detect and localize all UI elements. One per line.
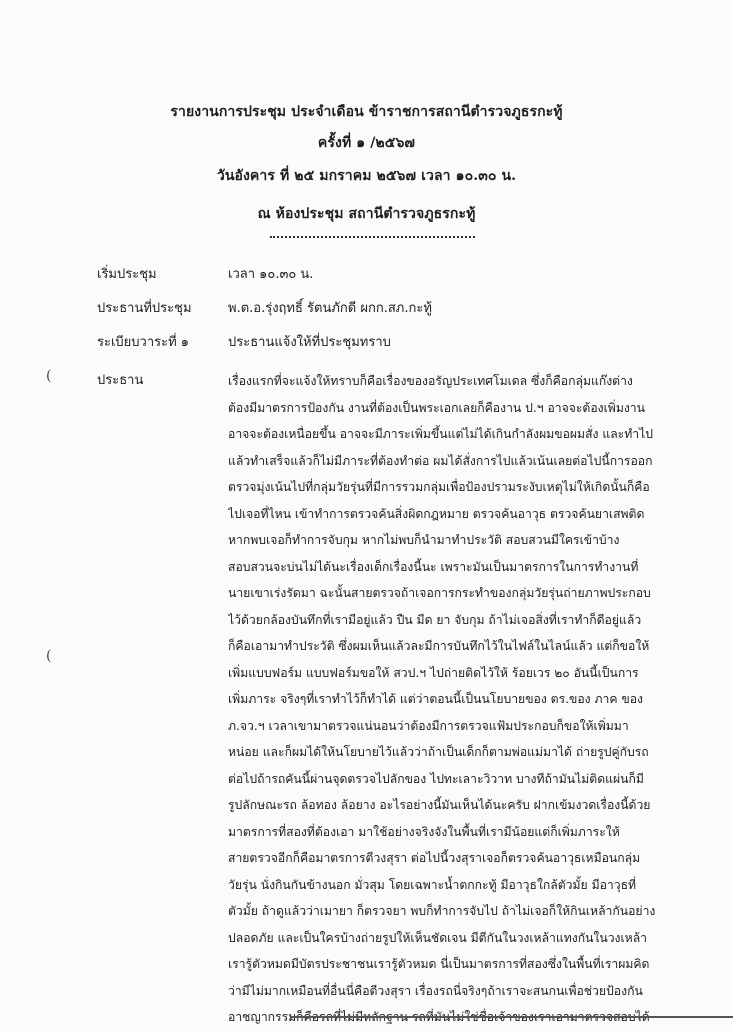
agenda-line: หากพบเจอก็ทำการจับกุม หากไม่พบก็นำมาทำประวัติ สอบสวนมีใครเข้าบ้าง — [228, 533, 620, 547]
dotted-divider — [270, 236, 475, 238]
punch-hole-mark: ( — [46, 368, 52, 384]
agenda-line: ว่ามีไม่มากเหมือนที่อื่นนี่คือตีวงสุรา เรื่องรถนี่จริงๆถ้าเราจะสนกนเพื่อช่วยป้องกัน — [228, 983, 643, 998]
punch-hole-mark: ( — [46, 648, 52, 664]
agenda-line: อาจจะต้องเหนื่อยขึ้น อาจจะมีภาระเพิ่มขึ้นแต่ไม่ได้เกินกำลังผมขอผมสั่ง และทำไป — [228, 427, 653, 441]
speaker-label: ประธาน — [97, 373, 144, 388]
agenda-line: เรารู้ตัวหมดมีบัตรประชาชนเรารู้ตัวหมด นี่เป็นมาตรการที่สองซึ่งในพื้นที่เราผมคิด — [228, 957, 650, 971]
agenda-line: สอบสวนจะบ่นไม่ได้นะเรื่องเด็กเรื่องนี้นะ เพราะมันเป็นมาตรการในการทำงานที่ — [228, 559, 639, 574]
agenda-line: เพิ่มแบบฟอร์ม แบบฟอร์มขอให้ สวป.ฯ ไปถ่ายติดไว้ให้ ร้อยเวร ๒๐ อันนี้เป็นการ — [228, 665, 639, 680]
agenda-line: หน่อย และก็ผมได้ให้นโยบายไว้แล้วว่าถ้าเป็นเด็กก็ตามพ่อแม่มาได้ ถ่ายรูปคู่กับรถ — [228, 745, 649, 759]
chair-label: ประธานที่ประชุม — [97, 301, 192, 316]
agenda-line: ภ.จว.ฯ เวลาเขามาตรวจแน่นอนว่าต้องมีการตรวจแฟ้มประกอบก็ขอให้เพิ่มมา — [228, 718, 629, 733]
agenda-line: ตัวมั้ย ถ้าดูแล้วว่าเมายา ก็ตรวจยา พบก็ทำการจับไป ถ้าไม่เจอก็ให้กินเหล้ากันอย่าง — [228, 904, 656, 918]
agenda-line: ตรวจมุ่งเน้นไปที่กลุ่มวัยรุ่นที่มีการรวมกลุ่มเพื่อป้องปรามระงับเหตุไม่ให้เกิดนั้นก็คือ — [228, 480, 650, 494]
meeting-number: ครั้งที่ ๑ /๒๕๖๗ — [317, 135, 416, 151]
agenda-line: วัยรุ่น นั่งกินกันข้างนอก มั่วสุม โดยเฉพาะน้ำตกกะทู้ มีอาวุธใกล้ตัวมั้ย มีอาวุธที่ — [228, 877, 637, 892]
agenda-line: อาชญากรรมก็คือรถที่ไม่มีหลักฐาน รถที่มันไม่ใช่ชื่อเจ้าของเราเอามาตรวจสอบได้ — [228, 1010, 650, 1024]
agenda-line: เรื่องแรกที่จะแจ้งให้ทราบก็คือเรื่องของอรัญประเทศโมเดล ซึ่งก็คือกลุ่มแก๊งต่าง — [228, 374, 633, 388]
agenda-line: สายตรวจอีกก็คือมาตรการตีวงสุรา ต่อไปนี้วงสุราเจอก็ตรวจค้นอาวุธเหมือนกลุ่ม — [228, 851, 641, 865]
agenda-body — [228, 368, 668, 1031]
agenda-label: ระเบียบวาระที่ ๑ — [97, 335, 190, 350]
agenda-line: ต้องมีมาตรการป้องกัน งานที่ต้องเป็นพระเอกเลยก็คืองาน ป.ฯ อาจจะต้องเพิ่มงาน — [228, 400, 645, 415]
agenda-line: เพิ่มภาระ จริงๆที่เราทำไว้ก็ทำได้ แต่ว่าตอนนี้เป็นนโยบายของ ตร.ของ ภาค ของ — [228, 692, 643, 706]
agenda-line: ไว้ด้วยกล้องบันทึกที่เรามีอยู่แล้ว ปืน มีด ยา จับกุม ถ้าไม่เจอสิ่งที่เราทำก็ดีอยู่แล้ว — [228, 612, 642, 627]
start-label: เริ่มประชุม — [97, 267, 157, 282]
agenda-line: มาตรการที่สองที่ต้องเอา มาใช้อย่างจริงจังในพื้นที่เรามีน้อยแต่ก็เพิ่มภาระให้ — [228, 824, 620, 839]
agenda-line: รูปลักษณะรถ ล้อทอง ล้อยาง อะไรอย่างนี้มันเห็นได้นะครับ ฝากเข้มงวดเรื่องนี้ด้วย — [228, 798, 651, 812]
page-edge-line — [290, 1016, 733, 1018]
start-value: เวลา ๑๐.๓๐ น. — [228, 267, 314, 282]
agenda-line: แล้วทำเสร็จแล้วก็ไม่มีภาระที่ต้องทำต่อ ผมได้สั่งการไปแล้วเน้นเลยต่อไปนี้การออก — [228, 453, 653, 468]
agenda-line: ปลอดภัย และเป็นใครบ้างถ่ายรูปให้เห็นชัดเจน มีตีกันในวงเหล้าแทงกันในวงเหล้า — [228, 930, 648, 945]
meeting-datetime: วันอังคาร ที่ ๒๕ มกราคม ๒๕๖๗ เวลา ๑๐.๓๐ น. — [216, 168, 517, 184]
agenda-value: ประธานแจ้งให้ที่ประชุมทราบ — [228, 335, 391, 350]
agenda-line: ก็คือเอามาทำประวัติ ซึ่งผมเห็นแล้วละมีการบันทึกไว้ในไฟล์ในไลน์แล้ว แต่ก็ขอให้ — [228, 639, 650, 653]
meeting-location: ณ ห้องประชุม สถานีตำรวจภูธรกะทู้ — [257, 206, 476, 222]
agenda-line: ต่อไปถ้ารถคันนี้ผ่านจุดตรวจไปลักของ ไปทะเลาะวิวาท บางทีถ้ามันไม่ติดแผ่นก็มี — [228, 771, 644, 786]
chair-value: พ.ต.อ.รุ่งฤทธิ์ รัตนภักดี ผกก.สภ.กะทู้ — [228, 301, 432, 316]
agenda-line: ไปเจอที่ไหน เข้าทำการตรวจค้นสิ่งผิดกฎหมาย ตรวจค้นอาวุธ ตรวจค้นยาเสพติด — [228, 506, 645, 521]
document-title: รายงานการประชุม ประจำเดือน ข้าราชการสถานีตำรวจภูธรกะทู้ — [170, 104, 563, 120]
agenda-line: นายเขาเร่งรัดมา ฉะนั้นสายตรวจถ้าเจอการกระทำของกลุ่มวัยรุ่นถ่ายภาพประกอบ — [228, 586, 651, 600]
